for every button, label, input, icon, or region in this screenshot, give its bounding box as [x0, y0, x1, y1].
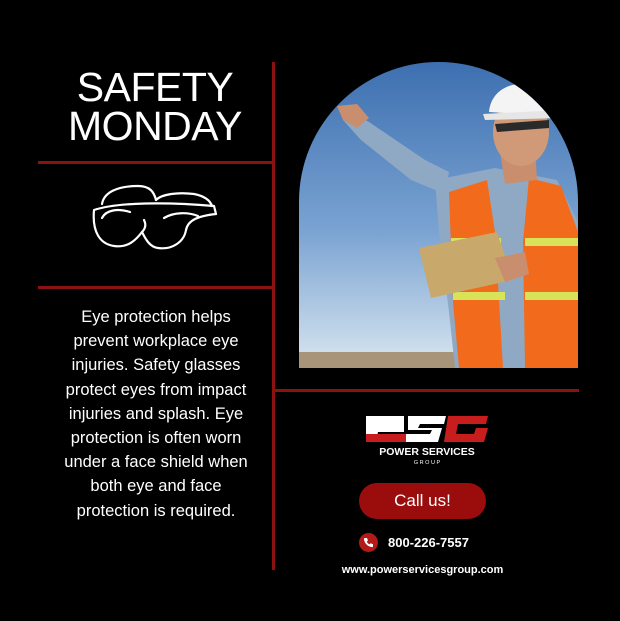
title-line-2: MONDAY — [68, 103, 242, 149]
page-title — [38, 64, 272, 149]
website-link[interactable]: www.powerservicesgroup.com — [341, 564, 504, 576]
phone-contact[interactable] — [359, 532, 469, 552]
description-text: Eye protection helps prevent workplace eye injuries. Safety glasses protect eyes from impact injuries and splash. Eye protection is often worn under a face shield when both eye and face protection is required. — [64, 308, 248, 520]
vertical-divider — [272, 62, 275, 570]
worker-photo — [299, 62, 578, 368]
call-us-button[interactable]: Call us! — [359, 483, 486, 519]
divider-under-photo — [272, 389, 579, 392]
title-line-1: SAFETY — [76, 64, 234, 110]
safety-glasses-icon — [88, 180, 220, 260]
phone-icon — [359, 533, 378, 552]
psg-logo — [364, 412, 490, 468]
divider-under-title — [38, 161, 275, 164]
logo-name: POWER SERVICES — [379, 446, 475, 458]
phone-number: 800-226-7557 — [388, 534, 469, 550]
logo-sub: G R O U P — [413, 460, 441, 466]
divider-under-icon — [38, 286, 275, 289]
